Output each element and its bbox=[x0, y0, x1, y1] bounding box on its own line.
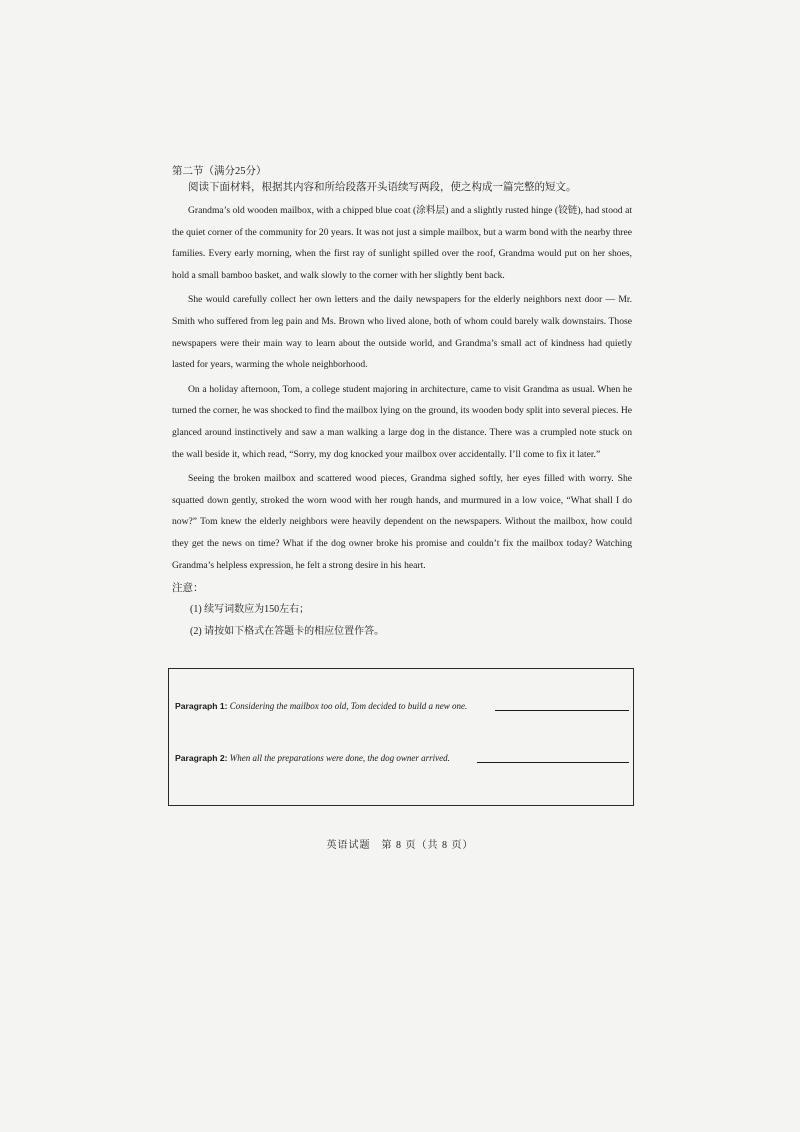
answer-format-box bbox=[168, 668, 634, 806]
passage-paragraph-4: Seeing the broken mailbox and scattered wood pieces, Grandma sighed softly, her eyes filled with worry. She squatted down gently, stroked the worn wood with her rough hands, and murmured in a low voice, “What shall I do now?” Tom knew the elderly neighbors were heavily dependent on the newspapers. Without the mailbox, how could they get the news on time? What if the dog owner broke his promise and couldn’t fix the mailbox today? Watching Grandma’s helpless expression, he felt a strong desire in his heart. bbox=[172, 473, 632, 571]
passage-paragraph-2: She would carefully collect her own letters and the daily newspapers for the elderly neighbors next door — Mr. Smith who suffered from leg pain and Ms. Brown who lived alone, both of whom could barely walk downstairs. Those newspapers were their main way to learn about the outside world, and Grandma’s small act of kindness had quietly lasted for years, warming the whole neighborhood. bbox=[172, 294, 632, 371]
content-area bbox=[172, 164, 632, 643]
note-item-format: (2) 请按如下格式在答题卡的相应位置作答。 bbox=[190, 626, 385, 638]
section-instruction: 阅读下面材料，根据其内容和所给段落开头语续写两段，使之构成一篇完整的短文。 bbox=[188, 182, 577, 193]
paragraph-2-prompt bbox=[175, 751, 450, 765]
paragraph-2-blank-line[interactable] bbox=[477, 762, 629, 763]
paragraph-2-opening: When all the preparations were done, the dog owner arrived. bbox=[229, 753, 450, 763]
paragraph-1-opening: Considering the mailbox too old, Tom decided to build a new one. bbox=[229, 701, 468, 711]
page-footer: 英语试题 第 8 页（共 8 页） bbox=[326, 840, 474, 851]
paragraph-1-prompt bbox=[175, 699, 467, 713]
passage-paragraph-1: Grandma’s old wooden mailbox, with a chipped blue coat (涂料层) and a slightly rusted hinge (铰链), had stood at the quiet corner of the community for 20 years. It was not just a simple mailbox, but a warm bond with the nearby three families. Every early morning, when the first ray of sunlight spilled over the roof, Grandma would put on her shoes, hold a small bamboo basket, and walk slowly to the corner with her slightly bent back. bbox=[172, 205, 632, 281]
section-title: 第二节（满分25分） bbox=[172, 166, 267, 177]
paragraph-1-blank-line[interactable] bbox=[495, 710, 629, 711]
paragraph-2-label: Paragraph 2: bbox=[175, 753, 228, 763]
passage-paragraph-3: On a holiday afternoon, Tom, a college student majoring in architecture, came to visit Grandma as usual. When he turned the corner, he was shocked to find the mailbox lying on the ground, its wooden body split into several pieces. He glanced around instinctively and saw a man walking a large dog in the distance. There was a crumpled note stuck on the wall beside it, which read, “Sorry, my dog knocked your mailbox over accidentally. I’ll come to fix it later.” bbox=[172, 383, 633, 460]
notes-title: 注意： bbox=[172, 583, 204, 595]
paragraph-1-label: Paragraph 1: bbox=[175, 701, 228, 711]
note-item-word-count: (1) 续写词数应为150左右； bbox=[190, 604, 310, 616]
